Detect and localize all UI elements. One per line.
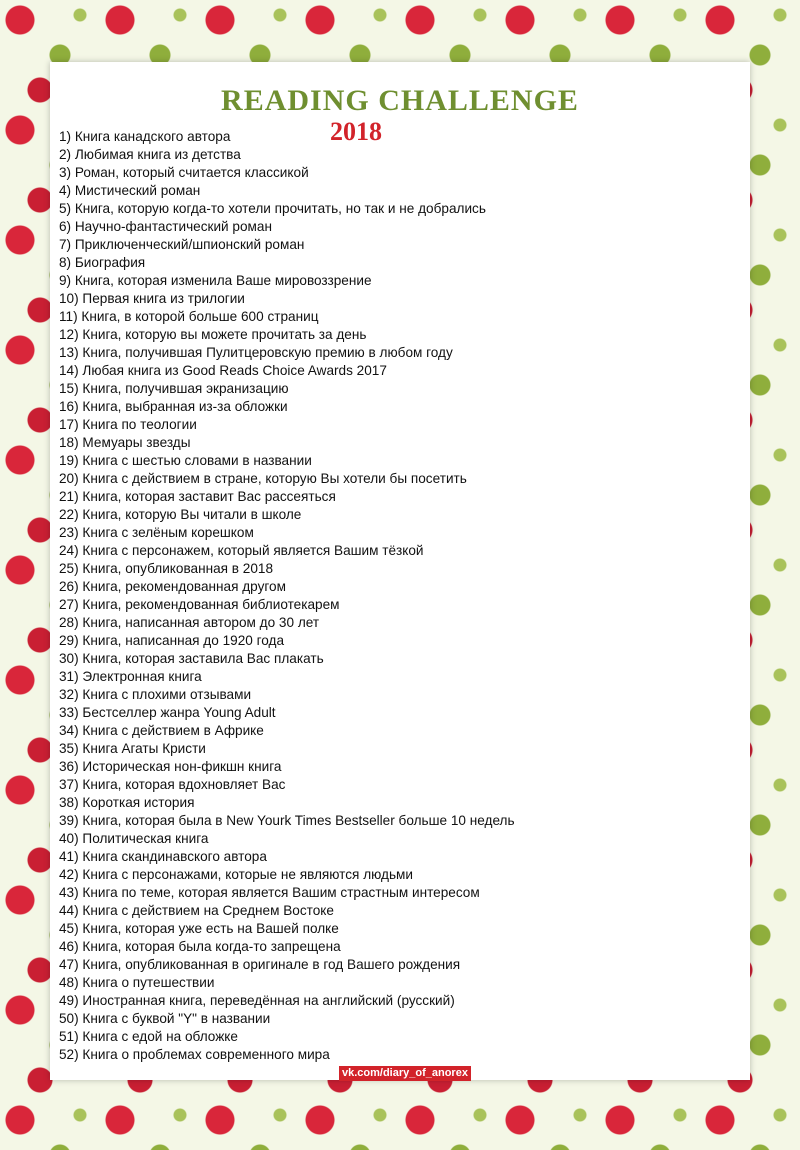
list-item: 37) Книга, которая вдохновляет Вас [59, 777, 286, 792]
list-item: 34) Книга с действием в Африке [59, 723, 264, 738]
list-item: 47) Книга, опубликованная в оригинале в год Вашего рождения [59, 957, 461, 972]
list-item: 46) Книга, которая была когда-то запрещена [59, 939, 341, 954]
list-item: 31) Электронная книга [59, 669, 202, 684]
list-item: 4) Мистический роман [59, 183, 201, 198]
list-item: 44) Книга с действием на Среднем Востоке [59, 903, 334, 918]
list-item: 38) Короткая история [59, 795, 195, 810]
list-item: 13) Книга, получившая Пулитцеровскую премию в любом году [59, 345, 453, 360]
list-item: 43) Книга по теме, которая является Вашим страстным интересом [59, 885, 480, 900]
list-item: 17) Книга по теологии [59, 417, 197, 432]
list-item: 33) Бестселлер жанра Young Adult [59, 705, 276, 720]
list-item: 6) Научно-фантастический роман [59, 219, 272, 234]
list-item: 7) Приключенческий/шпионский роман [59, 237, 305, 252]
list-item: 23) Книга с зелёным корешком [59, 525, 254, 540]
list-item: 19) Книга с шестью словами в названии [59, 453, 312, 468]
list-item: 45) Книга, которая уже есть на Вашей полке [59, 921, 339, 936]
list-item: 32) Книга с плохими отзывами [59, 687, 252, 702]
list-item: 24) Книга с персонажем, который является Вашим тёзкой [59, 543, 424, 558]
list-item: 51) Книга с едой на обложке [59, 1029, 238, 1044]
challenge-list [59, 128, 515, 1064]
list-item: 49) Иностранная книга, переведённая на английский (русский) [59, 993, 455, 1008]
list-item: 5) Книга, которую когда-то хотели прочитать, но так и не добрались [59, 201, 486, 216]
list-item: 26) Книга, рекомендованная другом [59, 579, 286, 594]
list-item: 48) Книга о путешествии [59, 975, 215, 990]
list-item: 40) Политическая книга [59, 831, 209, 846]
list-item: 22) Книга, которую Вы читали в школе [59, 507, 302, 522]
list-item: 9) Книга, которая изменила Ваше мировоззрение [59, 273, 372, 288]
list-item: 20) Книга с действием в стране, которую Вы хотели бы посетить [59, 471, 467, 486]
list-item: 25) Книга, опубликованная в 2018 [59, 561, 274, 576]
list-item: 8) Биография [59, 255, 146, 270]
list-item: 3) Роман, который считается классикой [59, 165, 309, 180]
list-item: 35) Книга Агаты Кристи [59, 741, 206, 756]
list-item: 14) Любая книга из Good Reads Choice Awards 2017 [59, 363, 387, 378]
list-item: 30) Книга, которая заставила Вас плакать [59, 651, 324, 666]
year-label: 2018 [330, 117, 382, 146]
list-item: 36) Историческая нон-фикшн книга [59, 759, 282, 774]
list-item: 50) Книга с буквой "Y" в названии [59, 1011, 271, 1026]
page-title: READING CHALLENGE [221, 84, 579, 117]
list-item: 16) Книга, выбранная из-за обложки [59, 399, 288, 414]
list-item: 12) Книга, которую вы можете прочитать за день [59, 327, 367, 342]
list-item: 10) Первая книга из трилогии [59, 291, 245, 306]
list-item: 28) Книга, написанная автором до 30 лет [59, 615, 320, 630]
list-item: 52) Книга о проблемах современного мира [59, 1047, 330, 1062]
list-item: 21) Книга, которая заставит Вас рассеяться [59, 489, 336, 504]
list-item: 27) Книга, рекомендованная библиотекарем [59, 597, 340, 612]
list-item: 42) Книга с персонажами, которые не являются людьми [59, 867, 413, 882]
list-item: 39) Книга, которая была в New Yourk Times Bestseller больше 10 недель [59, 813, 515, 828]
list-item: 15) Книга, получившая экранизацию [59, 381, 289, 396]
list-item: 41) Книга скандинавского автора [59, 849, 267, 864]
list-item: 1) Книга канадского автора [59, 129, 231, 144]
list-item: 18) Мемуары звезды [59, 435, 191, 450]
list-item: 29) Книга, написанная до 1920 года [59, 633, 285, 648]
list-item: 11) Книга, в которой больше 600 страниц [59, 309, 319, 324]
list-item: 2) Любимая книга из детства [59, 147, 241, 162]
credit-badge: vk.com/diary_of_anorex [339, 1066, 471, 1081]
